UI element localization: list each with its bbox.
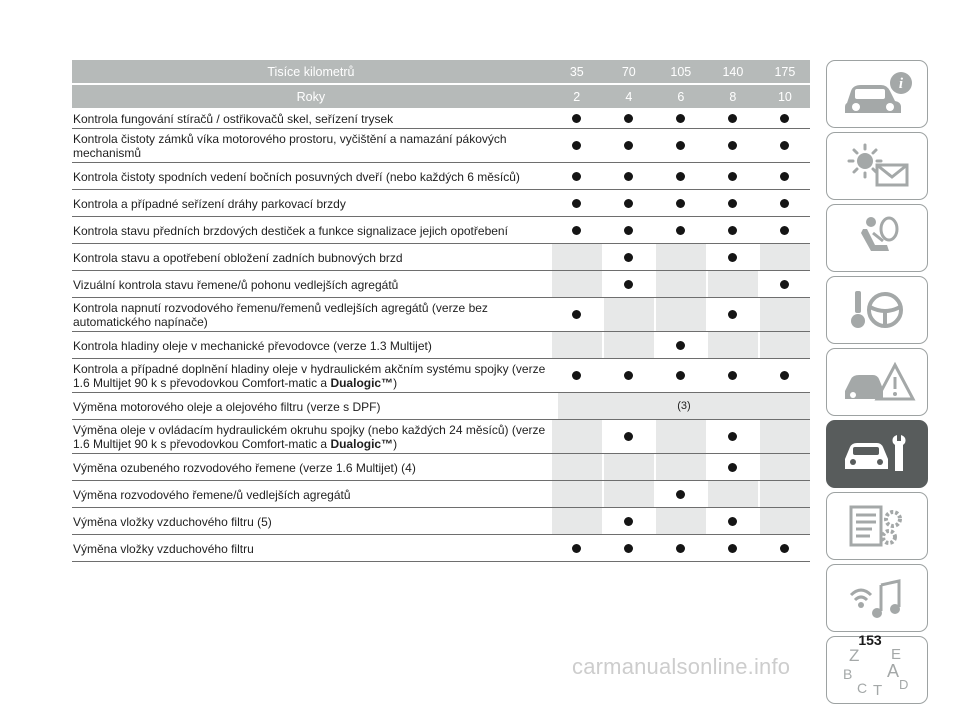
check-cell — [708, 129, 758, 162]
task-description — [72, 420, 550, 453]
empty-cell — [552, 481, 602, 507]
bullet-icon — [728, 172, 737, 181]
header-years-row — [72, 85, 810, 108]
bullet-icon — [676, 341, 685, 350]
check-cell — [708, 420, 758, 453]
task-description — [72, 359, 550, 392]
bullet-icon — [780, 172, 789, 181]
check-cell — [552, 163, 602, 189]
bullet-icon — [624, 114, 633, 123]
bullet-icon — [624, 280, 633, 289]
task-description — [72, 163, 550, 189]
empty-cell — [604, 481, 654, 507]
bullet-icon — [676, 226, 685, 235]
table-row — [72, 420, 810, 454]
check-cell — [708, 244, 758, 270]
check-cell — [604, 535, 654, 561]
task-description — [72, 129, 550, 162]
task-description — [72, 108, 550, 128]
check-cell — [760, 190, 810, 216]
task-bold-term: Dualogic™ — [330, 437, 394, 451]
empty-cell — [604, 454, 654, 480]
bullet-icon — [572, 226, 581, 235]
bullet-icon — [780, 141, 789, 150]
table-row — [72, 108, 810, 129]
check-cell — [708, 508, 758, 534]
key-steering-wheel-icon — [837, 285, 917, 335]
bullet-icon — [572, 310, 581, 319]
bullet-icon — [572, 141, 581, 150]
empty-cell — [604, 332, 654, 358]
bullet-icon — [624, 517, 633, 526]
bullet-icon — [676, 371, 685, 380]
document-gear-icon — [837, 501, 917, 551]
empty-cell — [708, 332, 758, 358]
empty-cell — [760, 454, 810, 480]
tab-warning-lights[interactable] — [826, 132, 928, 200]
bullet-icon — [624, 226, 633, 235]
check-cell — [656, 332, 706, 358]
bullet-icon — [624, 544, 633, 553]
multimedia-music-icon — [837, 573, 917, 623]
check-cell — [708, 217, 758, 243]
check-cell — [552, 108, 602, 128]
check-cell — [656, 108, 706, 128]
empty-cell — [552, 508, 602, 534]
table-row — [72, 129, 810, 163]
task-line: Kontrola fungování stíračů / ostřikovačů skel, seřízení trysek — [73, 111, 394, 126]
table-row — [72, 454, 810, 481]
check-cell — [708, 190, 758, 216]
empty-cell — [656, 244, 706, 270]
check-cell — [760, 217, 810, 243]
empty-cell — [760, 481, 810, 507]
header-km-cell: 175 — [774, 64, 796, 79]
check-cell — [760, 535, 810, 561]
task-line: 1.6 Multijet 90 k s převodovkou Comfort-matic a — [73, 376, 331, 390]
bullet-icon — [572, 172, 581, 181]
task-line: Výměna vložky vzduchového filtru (5) — [73, 514, 272, 529]
task-description — [72, 332, 550, 358]
header-km-cell: 35 — [569, 64, 584, 79]
header-km-cell: 70 — [621, 64, 636, 79]
empty-cell — [552, 271, 602, 297]
index-letter: Z — [849, 646, 860, 665]
bullet-icon — [676, 199, 685, 208]
check-cell — [708, 359, 758, 392]
task-description — [72, 298, 550, 331]
bullet-icon — [624, 199, 633, 208]
table-row — [72, 163, 810, 190]
check-cell — [552, 535, 602, 561]
index-letter: A — [887, 661, 900, 681]
check-cell — [656, 535, 706, 561]
index-letter: E — [891, 646, 902, 663]
task-line: Výměna oleje v ovládacím hydraulickém okruhu spojky (nebo každých 24 měsíců) (verze — [73, 423, 546, 437]
bullet-icon — [624, 253, 633, 262]
task-line: Kontrola stavu předních brzdových destiček a funkce signalizace jejich opotřebení — [73, 223, 508, 238]
task-line: Výměna vložky vzduchového filtru — [73, 541, 254, 556]
empty-cell — [656, 454, 706, 480]
check-cell — [552, 359, 602, 392]
check-cell — [760, 108, 810, 128]
header-years-label: Roky — [296, 89, 326, 104]
task-line: Kontrola čistoty spodních vedení bočních posuvných dveří (nebo každých 6 měsíců) — [73, 169, 520, 184]
bullet-icon — [676, 172, 685, 181]
check-cell — [604, 129, 654, 162]
svg-text:i: i — [898, 76, 904, 92]
task-line: Kontrola a případné seřízení dráhy parkovací brzdy — [73, 196, 346, 211]
task-description — [72, 535, 550, 561]
task-line-tail: ) — [393, 437, 398, 451]
check-cell — [656, 217, 706, 243]
check-cell — [552, 190, 602, 216]
empty-cell — [656, 420, 706, 453]
bullet-icon — [624, 172, 633, 181]
empty-cell — [760, 298, 810, 331]
empty-cell — [760, 244, 810, 270]
bullet-icon — [780, 371, 789, 380]
bullet-icon — [728, 114, 737, 123]
note-cell: (3) — [558, 393, 810, 419]
bullet-icon — [780, 544, 789, 553]
check-cell — [604, 190, 654, 216]
index-letter: D — [899, 677, 909, 692]
empty-cell — [552, 420, 602, 453]
check-cell — [656, 129, 706, 162]
bullet-icon — [728, 199, 737, 208]
check-cell — [760, 271, 810, 297]
empty-cell — [656, 271, 706, 297]
index-letter: B — [843, 666, 853, 682]
empty-cell — [552, 454, 602, 480]
index-letter: C — [857, 680, 868, 696]
check-cell — [656, 190, 706, 216]
table-row — [72, 244, 810, 271]
table-body — [72, 108, 810, 562]
bullet-icon — [676, 544, 685, 553]
bullet-icon — [572, 199, 581, 208]
check-cell — [604, 359, 654, 392]
check-cell — [552, 217, 602, 243]
empty-cell — [760, 332, 810, 358]
empty-cell — [760, 508, 810, 534]
task-line: 1.6 Multijet 90 k s převodovkou Comfort-matic a — [73, 437, 331, 451]
empty-cell — [656, 508, 706, 534]
table-row — [72, 481, 810, 508]
bullet-icon — [728, 371, 737, 380]
task-line: Kontrola čistoty zámků víka motorového prostoru, vyčištění a namazání pákových — [73, 132, 507, 146]
check-cell — [708, 163, 758, 189]
check-cell — [656, 163, 706, 189]
page-number: 153 — [858, 632, 882, 648]
empty-cell — [760, 420, 810, 453]
table-row — [72, 359, 810, 393]
chapter-tabs — [826, 60, 928, 708]
table-row — [72, 508, 810, 535]
header-km-cell: 105 — [670, 64, 692, 79]
airbag-seat-icon — [837, 213, 917, 263]
bullet-icon — [780, 199, 789, 208]
check-cell — [604, 420, 654, 453]
table-row — [72, 190, 810, 217]
check-cell — [604, 508, 654, 534]
task-line: Kontrola stavu a opotřebení obložení zadních bubnových brzd — [73, 250, 403, 265]
bullet-icon — [728, 517, 737, 526]
check-cell — [552, 298, 602, 331]
task-description — [72, 508, 550, 534]
task-description — [72, 244, 550, 270]
check-cell — [708, 298, 758, 331]
header-year-cell: 2 — [573, 89, 581, 104]
bullet-icon — [676, 490, 685, 499]
maintenance-table — [72, 60, 810, 562]
task-line: Kontrola napnutí rozvodového řemenu/řemenů vedlejších agregátů (verze bez — [73, 301, 488, 315]
header-year-cell: 4 — [625, 89, 633, 104]
tab-maintenance[interactable] — [826, 420, 928, 488]
bullet-icon — [728, 141, 737, 150]
task-line: Výměna rozvodového řemene/ů vedlejších agregátů — [73, 487, 351, 502]
empty-cell — [708, 271, 758, 297]
task-line: Výměna ozubeného rozvodového řemene (verze 1.6 Multijet) (4) — [73, 460, 416, 475]
header-km-label: Tisíce kilometrů — [267, 64, 355, 79]
check-cell — [708, 108, 758, 128]
task-description — [72, 481, 550, 507]
bullet-icon — [728, 432, 737, 441]
task-description — [72, 454, 550, 480]
table-row — [72, 535, 810, 562]
bullet-icon — [676, 141, 685, 150]
bullet-icon — [780, 280, 789, 289]
task-description — [72, 217, 550, 243]
task-description — [72, 190, 550, 216]
check-cell — [604, 244, 654, 270]
table-row — [72, 298, 810, 332]
task-line: automatického napínače) — [73, 315, 208, 329]
task-line: Kontrola a případné doplnění hladiny oleje v hydraulickém akčním systému spojky (verze — [73, 362, 546, 376]
emergency-car-icon — [837, 357, 917, 407]
empty-cell — [604, 298, 654, 331]
tab-car-info[interactable] — [826, 60, 928, 128]
header-year-cell: 10 — [777, 89, 792, 104]
task-line: Výměna motorového oleje a olejového filtru (verze s DPF) — [73, 399, 381, 414]
task-description — [72, 393, 556, 419]
empty-cell — [552, 332, 602, 358]
tab-multimedia[interactable] — [826, 564, 928, 632]
task-description — [72, 271, 550, 297]
table-row — [72, 332, 810, 359]
warning-light-envelope-icon — [837, 141, 917, 191]
check-cell — [604, 217, 654, 243]
table-row — [72, 217, 810, 244]
check-cell — [760, 359, 810, 392]
header-year-cell: 6 — [677, 89, 685, 104]
check-cell — [708, 454, 758, 480]
bullet-icon — [676, 114, 685, 123]
watermark: carmanualsonline.info — [572, 654, 791, 679]
header-year-cell: 8 — [729, 89, 737, 104]
car-info-icon — [837, 69, 917, 119]
check-cell — [760, 163, 810, 189]
empty-cell — [656, 298, 706, 331]
check-cell — [656, 359, 706, 392]
check-cell — [552, 129, 602, 162]
tab-starting-driving[interactable] — [826, 276, 928, 344]
check-cell — [604, 163, 654, 189]
bullet-icon — [572, 114, 581, 123]
check-cell — [656, 481, 706, 507]
bullet-icon — [728, 544, 737, 553]
index-letter: T — [873, 682, 883, 697]
car-wrench-icon — [837, 429, 917, 479]
bullet-icon — [728, 226, 737, 235]
tab-technical-data[interactable] — [826, 492, 928, 560]
tab-emergency[interactable] — [826, 348, 928, 416]
bullet-icon — [728, 253, 737, 262]
bullet-icon — [624, 432, 633, 441]
task-line-tail: ) — [393, 376, 398, 390]
check-cell — [708, 535, 758, 561]
bullet-icon — [624, 141, 633, 150]
header-km-row — [72, 60, 810, 83]
bullet-icon — [780, 114, 789, 123]
bullet-icon — [780, 226, 789, 235]
empty-cell — [552, 244, 602, 270]
table-row — [72, 393, 810, 420]
table-row — [72, 271, 810, 298]
bullet-icon — [728, 310, 737, 319]
check-cell — [604, 108, 654, 128]
task-line: Vizuální kontrola stavu řemene/ů pohonu vedlejších agregátů — [73, 277, 399, 292]
task-line: Kontrola hladiny oleje v mechanické převodovce (verze 1.3 Multijet) — [73, 338, 432, 353]
task-bold-term: Dualogic™ — [330, 376, 394, 390]
task-line: mechanismů — [73, 146, 142, 160]
bullet-icon — [624, 371, 633, 380]
bullet-icon — [728, 463, 737, 472]
check-cell — [760, 129, 810, 162]
check-cell — [604, 271, 654, 297]
tab-safety[interactable] — [826, 204, 928, 272]
alphabet-index-icon — [837, 643, 917, 697]
bullet-icon — [572, 371, 581, 380]
header-km-cell: 140 — [722, 64, 744, 79]
bullet-icon — [572, 544, 581, 553]
empty-cell — [708, 481, 758, 507]
